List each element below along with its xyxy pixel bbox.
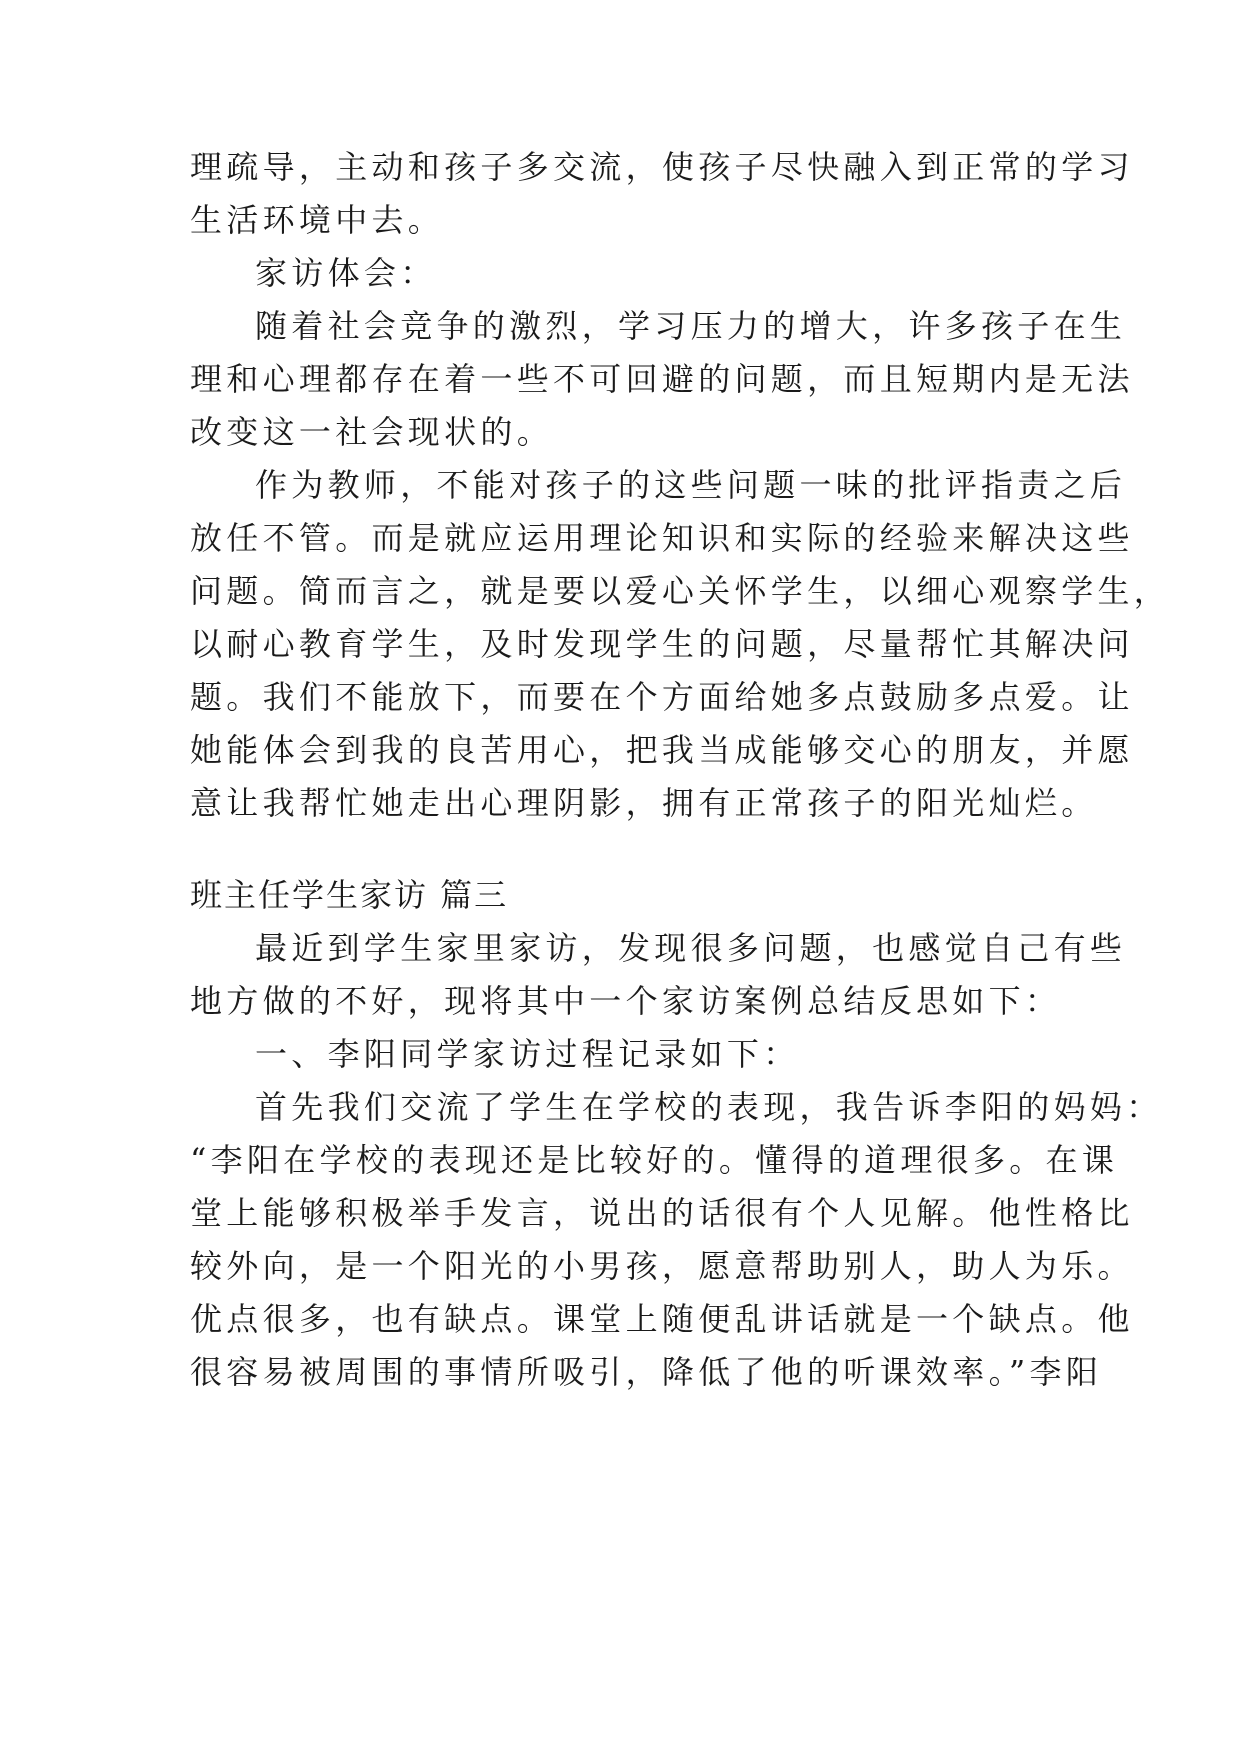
text-line: 地方做的不好，现将其中一个家访案例总结反思如下： (190, 982, 1062, 1020)
text-line: 随着社会竞争的激烈，学习压力的增大，许多孩子在生 (255, 307, 1127, 345)
text-line: 改变这一社会现状的。 (190, 413, 554, 451)
section-heading: 班主任学生家访 篇三 (190, 876, 509, 914)
text-line: 理疏导，主动和孩子多交流，使孩子尽快融入到正常的学习 (190, 148, 1134, 186)
text-line: 意让我帮忙她走出心理阴影，拥有正常孩子的阳光灿烂。 (190, 784, 1098, 822)
subsection-label: 一、李阳同学家访过程记录如下： (255, 1035, 800, 1073)
text-line: 首先我们交流了学生在学校的表现，我告诉李阳的妈妈： (255, 1088, 1163, 1126)
text-line: “李阳在学校的表现还是比较好的。懂得的道理很多。在课 (190, 1141, 1119, 1179)
text-line: 堂上能够积极举手发言，说出的话很有个人见解。他性格比 (190, 1194, 1134, 1232)
text-line: 作为教师，不能对孩子的这些问题一味的批评指责之后 (255, 466, 1127, 504)
section-label: 家访体会： (255, 254, 437, 292)
text-line: 生活环境中去。 (190, 201, 445, 239)
text-line: 很容易被周围的事情所吸引，降低了他的听课效率。”李阳 (190, 1353, 1103, 1391)
text-line: 优点很多，也有缺点。课堂上随便乱讲话就是一个缺点。他 (190, 1300, 1134, 1338)
text-line: 以耐心教育学生，及时发现学生的问题，尽量帮忙其解决问 (190, 625, 1134, 663)
text-line: 理和心理都存在着一些不可回避的问题，而且短期内是无法 (190, 360, 1134, 398)
text-line: 放任不管。而是就应运用理论知识和实际的经验来解决这些 (190, 519, 1134, 557)
text-line: 问题。简而言之，就是要以爱心关怀学生，以细心观察学生， (190, 572, 1171, 610)
text-line: 较外向，是一个阳光的小男孩，愿意帮助别人，助人为乐。 (190, 1247, 1134, 1285)
text-line: 最近到学生家里家访，发现很多问题，也感觉自己有些 (255, 929, 1127, 967)
text-line: 她能体会到我的良苦用心，把我当成能够交心的朋友，并愿 (190, 731, 1134, 769)
text-line: 题。我们不能放下，而要在个方面给她多点鼓励多点爱。让 (190, 678, 1134, 716)
